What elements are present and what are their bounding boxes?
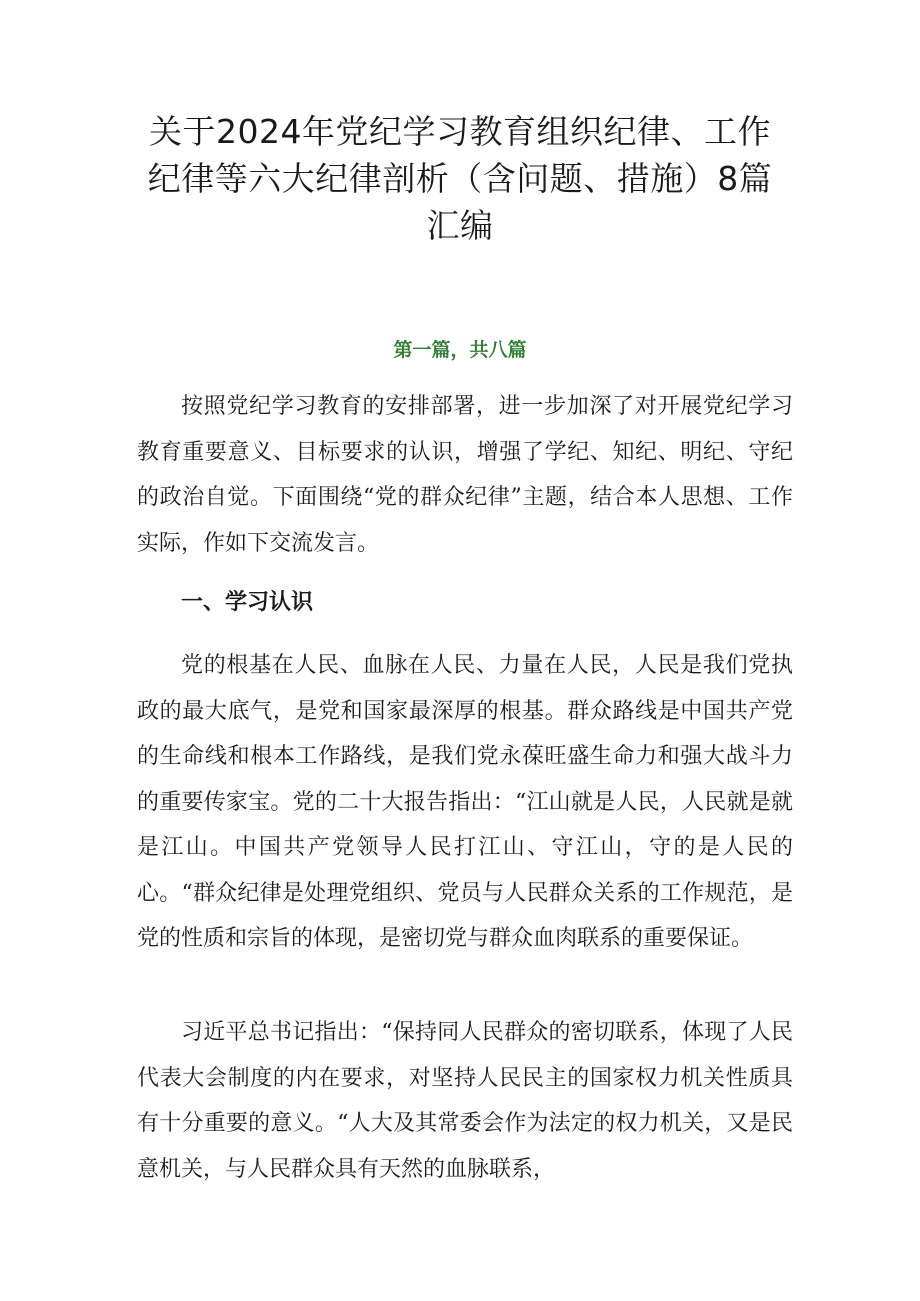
title-line-1: 关于2024年党纪学习教育组织纪律、工作 — [149, 112, 771, 151]
section-label: 第一篇，共八篇 — [393, 339, 527, 361]
document-title — [130, 108, 790, 249]
title-line-3: 汇编 — [426, 206, 494, 245]
intro-paragraph: 按照党纪学习教育的安排部署，进一步加深了对开展党纪学习教育重要意义、目标要求的认识，增强了学纪、知纪、明纪、守纪的政治自觉。下面围绕“党的群众纪律”主题，结合本人思想、工作实际，作如下交流发言。 — [137, 394, 793, 556]
body-paragraph-2: 党的根基在人民、血脉在人民、力量在人民，人民是我们党执政的最大底气，是党和国家最深厚的根基。群众路线是中国共产党的生命线和根本工作路线，是我们党永葆旺盛生命力和强大战斗力的重要传家宝。党的二十大报告指出：“江山就是人民，人民就是就是江山。中国共产党领导人民打江山、守江山，守的是人民的心。“群众纪律是处理党组织、党员与人民群众关系的工作规范，是党的性质和宗旨的体现，是密切党与群众血肉联系的重要保证。 — [137, 653, 793, 951]
section-heading: 一、学习认识 — [181, 590, 314, 615]
title-line-2: 纪律等六大纪律剖析（含问题、措施）8篇 — [147, 159, 773, 198]
body-paragraph-3: 习近平总书记指出：“保持同人民群众的密切联系，体现了人民代表大会制度的内在要求，对坚持人民民主的国家权力机关性质具有十分重要的意义。“人大及其常委会作为法定的权力机关，又是民意机关，与人民群众具有天然的血脉联系， — [137, 1020, 793, 1182]
